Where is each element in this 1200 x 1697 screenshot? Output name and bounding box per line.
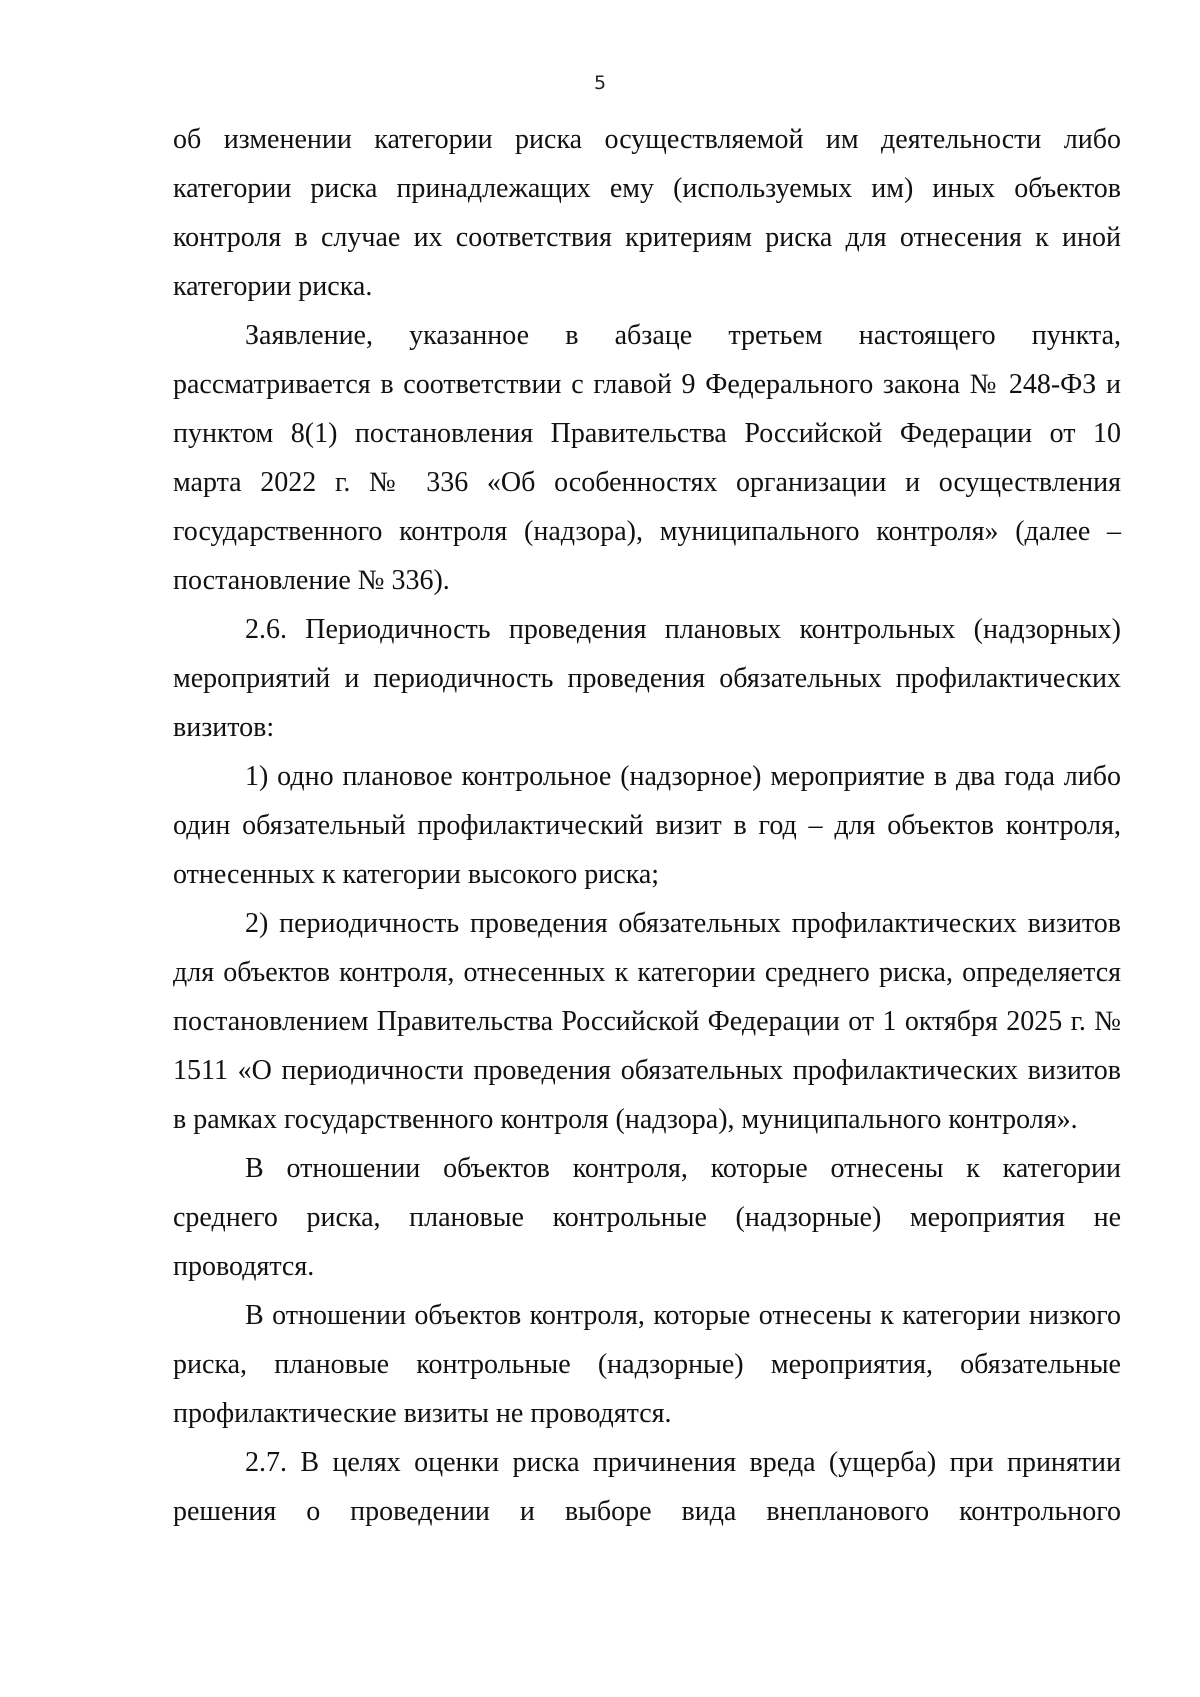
page-number: 5 (593, 72, 607, 94)
paragraph-2-7: 2.7. В целях оценки риска причинения вреда (ущерба) при принятии решения о проведении и выборе вида внепланового контрольного (173, 1447, 1121, 1527)
paragraph-medium-risk: В отношении объектов контроля, которые отнесены к категории среднего риска, плановые контрольные (надзорные) мероприятия не проводятся. (173, 1153, 1121, 1282)
paragraph-low-risk: В отношении объектов контроля, которые отнесены к категории низкого риска, плановые контрольные (надзорные) мероприятия, обязательные профилактические визиты не проводятся. (173, 1300, 1121, 1429)
paragraph-item-1: 1) одно плановое контрольное (надзорное) мероприятие в два года либо один обязательный профилактический визит в год – для объектов контроля, отнесенных к категории высокого риска; (173, 761, 1121, 890)
paragraph-continuation: об изменении категории риска осуществляемой им деятельности либо категории риска принадлежащих ему (используемых им) иных объектов контроля в случае их соответствия критериям риска для отнесения к иной категории риска. (173, 124, 1121, 302)
document-body (173, 115, 1121, 1536)
paragraph-item-2: 2) периодичность проведения обязательных профилактических визитов для объектов контроля, отнесенных к категории среднего риска, определяется постановлением Правительства Российской Федерации от 1 октября 2025 г. № 1511 «О периодичности проведения обязательных профилактических визитов в рамках государственного контроля (надзора), муниципального контроля». (173, 908, 1121, 1135)
paragraph-2-6: 2.6. Периодичность проведения плановых контрольных (надзорных) мероприятий и периодичность проведения обязательных профилактических визитов: (173, 614, 1121, 743)
paragraph-application: Заявление, указанное в абзаце третьем настоящего пункта, рассматривается в соответствии с главой 9 Федерального закона № 248-ФЗ и пунктом 8(1) постановления Правительства Российской Федерации от 10 марта 2022 г. № 336 «Об особенностях организации и осуществления государственного контроля (надзора), муниципального контроля» (далее – постановление № 336). (173, 320, 1121, 596)
